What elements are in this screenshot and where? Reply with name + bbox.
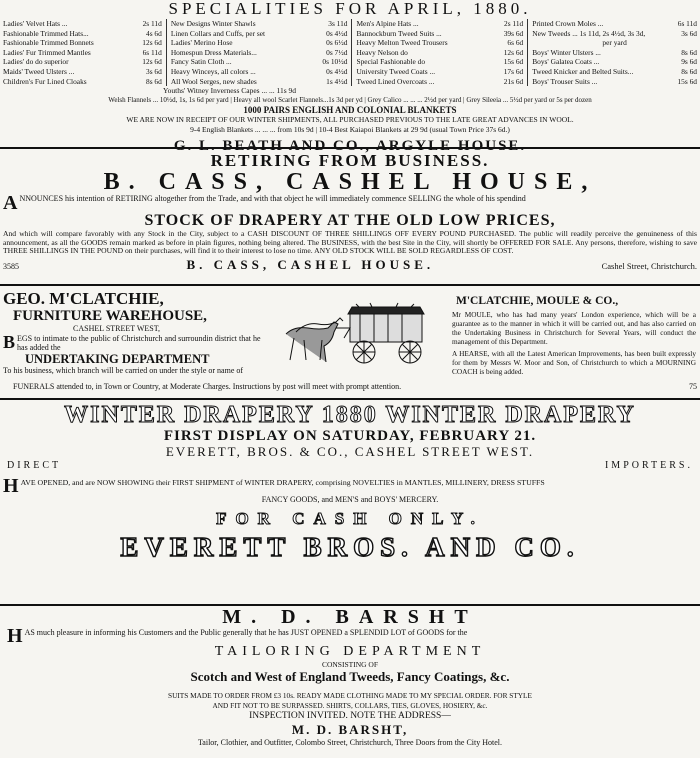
price-row: New Designs Winter Shawls 3s 11d	[170, 19, 348, 28]
drop-cap: A	[3, 192, 18, 214]
cashel-street: CASHEL STREET WEST,	[73, 324, 161, 333]
beath-advertisement	[0, 0, 700, 155]
mcclatchie-intro: BEGS to intimate to the public of Christchurch and surroundin district that he has added the	[3, 332, 261, 352]
price-row: Boys' Galatea Coats ... 9s 6d	[532, 57, 697, 67]
tweeds-line: Scotch and West of England Tweeds, Fancy Coatings, &c.	[190, 669, 510, 684]
price-row: Ladies' Velvet Hats ... 2s 11d	[3, 19, 162, 28]
price-row: Ladies' do do superior 12s 6d	[3, 57, 162, 67]
youths-capes-line: Youths' Witney Inverness Capes ... ... 11s 9d	[163, 86, 296, 96]
cass-stock-heading: STOCK OF DRAPERY AT THE OLD LOW PRICES,	[144, 212, 556, 229]
cass-address: Cashel Street, Christchurch.	[601, 260, 697, 271]
mcclatchie-right-block	[452, 294, 696, 376]
everett-body: HAVE OPENED, and are NOW SHOWING their FIRST SHIPMENT of WINTER DRAPERY, comprising NOVELTIES in MANTLES, MILLINERY, DRESS STUFFS	[3, 475, 545, 497]
price-row: Ladies' Merino Hose 0s 6½d	[170, 38, 348, 48]
everett-firm-name: EVERETT BROS. AND CO.	[120, 532, 580, 562]
everett-fancy-goods: FANCY GOODS, and MEN'S and BOYS' MERCERY.	[261, 495, 439, 504]
funerals-line: FUNERALS attended to, in Town or Country, at Moderate Charges. Instructions by post will meet with prompt attention. 75	[13, 382, 697, 391]
price-column-3	[351, 19, 527, 86]
price-row: Boys' Winter Ulsters ... 8s 6d	[532, 47, 697, 57]
barsht-address: Tailor, Clothier, and Outfitter, Colombo Street, Christchurch, Three Doors from the City Hotel.	[197, 738, 503, 747]
barsht-advertisement	[0, 606, 700, 758]
cash-only-line: FOR CASH ONLY.	[216, 509, 484, 528]
mcclatchie-title: GEO. M'CLATCHIE,	[3, 289, 164, 308]
mcclatchie-style-line: To his business, which branch will be carried on under the style or name of	[3, 366, 244, 375]
price-row: New Tweeds ... 1s 11d, 2s 4½d, 3s 3d, 3s 6d	[532, 28, 697, 38]
winter-drapery-title: WINTER DRAPERY 1880 WINTER DRAPERY	[64, 402, 636, 428]
price-row: Maids' Tweed Ulsters ... 3s 6d	[3, 66, 162, 76]
everett-street-line: EVERETT, BROS. & CO., CASHEL STREET WEST.	[165, 444, 535, 459]
drop-cap: H	[7, 625, 23, 647]
price-row: Boys' Trouser Suits ... 15s 6d	[532, 76, 697, 86]
drop-cap: B	[3, 332, 16, 352]
barsht-footer-name: M. D. BARSHT,	[291, 722, 409, 737]
cass-footer-name: B. CASS, CASHEL HOUSE.	[186, 256, 435, 272]
price-row: Fancy Satin Cloth ... 0s 10½d	[170, 57, 348, 67]
cass-title: RETIRING FROM BUSINESS.	[210, 151, 490, 170]
cass-intro: A NNOUNCES his intention of RETIRING altogether from the Trade, and with that object he will immediately commence SELLING the whole of his spendind	[3, 192, 526, 214]
beath-firm-name: G. L. BEATH AND CO., ARGYLE HOUSE.	[173, 138, 527, 155]
drop-cap: H	[3, 475, 19, 497]
price-row: All Wool Serges, new shades 1s 4½d	[170, 76, 348, 86]
suits-line-2: AND FIT NOT TO BE SURPASSED. SHIRTS, COLLARS, TIES, GLOVES, HOSIERY, &c.	[212, 700, 488, 710]
column-rule	[0, 398, 700, 400]
price-row: University Tweed Coats ... 17s 6d	[356, 66, 524, 76]
price-row: Heavy Winceys, all colors ... 0s 4½d	[170, 66, 348, 76]
price-row: Children's Fur Lined Cloaks 8s 6d	[3, 76, 162, 86]
ad-number: 3585	[3, 261, 19, 271]
direct-importers-row: DIRECT IMPORTERS.	[7, 460, 693, 471]
barsht-intro: HAS much pleasure in informing his Customers and the Public generally that he has JUST OPENED a SPLENDID LOT of GOODS for the	[7, 625, 468, 647]
blankets-heading: 1000 PAIRS ENGLISH AND COLONIAL BLANKETS	[243, 105, 457, 116]
price-row: Ladies' Fur Trimmed Mantles 6s 11d	[3, 47, 162, 57]
price-row: Men's Alpine Hats ... 2s 11d	[356, 19, 524, 28]
hearse-description: A HEARSE, with all the Latest American Improvements, has been built expressly for them by Messrs W. Moor and Son, of Christchurch to which a MOURNING COACH is being added.	[452, 349, 696, 376]
price-row: Tweed Knicker and Belted Suits... 8s 6d	[532, 66, 697, 76]
cass-advertisement	[0, 151, 700, 279]
everett-advertisement	[0, 402, 700, 622]
price-row: Fashionable Trimmed Hats... 4s 6d	[3, 28, 162, 38]
price-row: Tweed Lined Overcoats ... 21s 6d	[356, 76, 524, 86]
mcclatchie-moule-title: M'CLATCHIE, MOULE & CO.,	[456, 295, 619, 307]
mcclatchie-left-block	[3, 290, 273, 375]
cass-name: B. CASS, CASHEL HOUSE,	[103, 169, 597, 195]
hearse-carriage-icon	[278, 302, 448, 366]
barsht-name: M. D. BARSHT	[222, 606, 478, 628]
price-row: Linen Collars and Cuffs, per set 0s 4½d	[170, 28, 348, 38]
cass-footer-row	[3, 257, 697, 273]
suits-line-1: SUITS MADE TO ORDER FROM £3 10s. READY MADE CLOTHING MADE TO MY SPECIAL ORDER. FOR STYLE	[168, 691, 532, 700]
mcclatchie-advertisement	[0, 288, 700, 395]
column-rule	[0, 284, 700, 286]
price-row: Printed Crown Moles ... 6s 11d	[532, 19, 697, 28]
price-column-2	[166, 19, 352, 86]
first-display-line: FIRST DISPLAY ON SATURDAY, FEBRUARY 21.	[163, 428, 537, 444]
price-row: Heavy Nelson do 12s 6d	[356, 47, 524, 57]
flannels-line: Welsh Flannels ... 10½d, 1s, 1s 6d per yard | Heavy all wool Scarlet Flannels...1s 3d per yd | Grey Calico ... ... ... 2½d per yard | Grey Sileeia ... 5½d per yard or 5s per dozen	[108, 95, 592, 104]
moule-experience: Mr MOULE, who has had many years' London experience, which will be a guarantee as to the manner in which it will be carried out, and has also carried on the Undertaking Business in Christchurch for Several Years, will conduct the management of this Department.	[452, 310, 696, 346]
column-rule	[0, 147, 700, 149]
wool-advances-line: WE ARE NOW IN RECEIPT OF OUR WINTER SHIPMENTS, ALL PURCHASED PREVIOUS TO THE LATE GREAT ADVANCES IN WOOL.	[126, 115, 574, 125]
price-row: per yard	[602, 38, 627, 48]
price-row: Homespun Dress Materials... 0s 7½d	[170, 47, 348, 57]
tailoring-heading: TAILORING DEPARTMENT	[214, 644, 486, 659]
cass-body: And which will compare favorably with any Stock in the City, subject to a CASH DISCOUNT OF THREE SHILLINGS OFF EVERY POUND PURCHASED. The public will readily perceive the genuineness of this announcement, as all the GOODS remain marked as before in plain figures, nothing being altered. The BUSINESS, with the best Site in the City, will shortly be OFFERED FOR SALE. Any persons, therefore, wishing to save THREE SHILLINGS IN THE POUND on their purchases, will find it to their interest to lose no time. ANY OLD STOCK WILL BE SOLD REGARDLESS OF COST.	[3, 229, 697, 256]
undertaking-heading: UNDERTAKING DEPARTMENT	[25, 352, 210, 366]
price-column-1	[3, 19, 166, 86]
price-row: Heavy Melton Tweed Trousers 6s 6d	[356, 38, 524, 48]
beath-price-grid	[3, 19, 697, 86]
price-row: Bannockburn Tweed Suits ... 39s 6d	[356, 28, 524, 38]
ad-number: 75	[689, 382, 697, 391]
price-column-4	[527, 19, 697, 86]
price-row: Fashionable Trimmed Bonnets 12s 6d	[3, 38, 162, 48]
furniture-warehouse: FURNITURE WAREHOUSE,	[13, 308, 207, 324]
consisting-of: CONSISTING OF	[321, 660, 379, 669]
price-row: Special Fashionable do 15s 6d	[356, 57, 524, 67]
inspection-line: INSPECTION INVITED. NOTE THE ADDRESS—	[249, 711, 451, 721]
english-blankets-line: 9-4 English Blankets ... ... ... from 10s 9d | 10-4 Best Kaiapoi Blankets at 29 9d (usual Town Price 37s 6d.)	[190, 124, 510, 134]
hearse-illustration	[278, 302, 448, 366]
beath-title: SPECIALITIES FOR APRIL, 1880.	[168, 0, 532, 18]
